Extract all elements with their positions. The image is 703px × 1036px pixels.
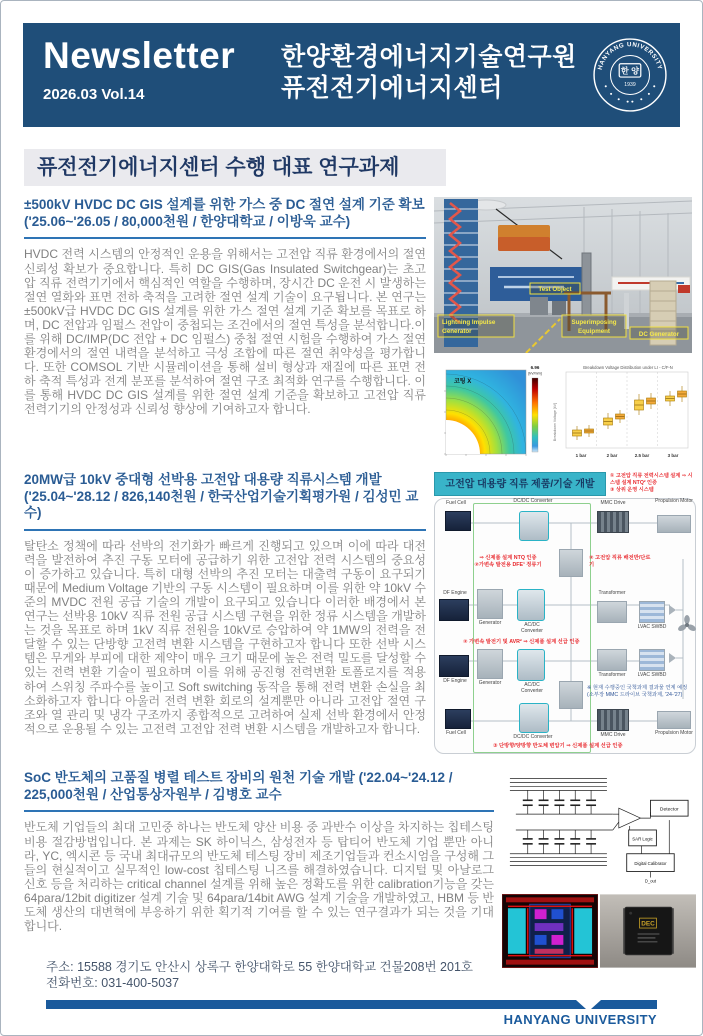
diagram-motor-unit — [657, 515, 691, 533]
diagram-label-mmc: MMC Drive — [600, 732, 626, 738]
svg-text:DC Generator: DC Generator — [638, 331, 680, 338]
diagram-label-motor: Propulsion Motor — [655, 730, 693, 736]
org-line1: 한양환경에너지기술연구원 — [281, 43, 577, 71]
boxplot-group-2: 2 bar — [606, 453, 618, 458]
diagram-motor-unit — [657, 711, 691, 729]
masthead-left — [43, 35, 235, 103]
emblem-year: 1939 — [624, 81, 636, 88]
chip-body — [625, 907, 673, 955]
diagram-title: 고전압 대용량 직류 제품/기술 개발 — [434, 472, 606, 496]
label-dc-generator — [630, 327, 688, 339]
footer-bar-segment-right — [591, 1000, 657, 1009]
project-3-title-line1: SoC 반도체의 고품질 병렬 테스트 장비의 원천 기술 개발 ('22.04~'24.12 / 225,000천원 / 산업통상자원부 / 김병호 교수 — [24, 770, 453, 802]
chip-layout-image — [502, 894, 598, 968]
project-3-figures — [502, 770, 696, 968]
diagram-transformer-unit — [597, 649, 627, 671]
mvdc-system-diagram — [434, 472, 696, 754]
project-2 — [1, 472, 702, 754]
university-emblem-icon — [592, 37, 668, 113]
svg-text:Superimposing: Superimposing — [571, 319, 617, 326]
equipment-box — [552, 301, 566, 315]
university-wordmark: HANYANG UNIVERSITY — [503, 1012, 657, 1027]
diagram-dcdc-unit — [519, 511, 549, 541]
footer-address-line: 주소: 15588 경기도 안산시 상록구 한양대학로 55 한양대학교 건물208번 201호 — [46, 959, 473, 974]
emblem-ring-glyphs — [605, 85, 656, 102]
chip-package-photo — [600, 894, 696, 968]
note-ntq-line1: ⇒ 신제품 설계 NTQ 인증 — [479, 555, 537, 561]
contour-label: 코팅 X — [454, 379, 472, 385]
diagram-acdc-unit — [517, 649, 545, 681]
diagram-top-notes — [610, 473, 696, 493]
diagram-label-fuel-cell: Fuel Cell — [446, 500, 466, 506]
project-1-figures — [434, 197, 692, 462]
project-1-title — [24, 197, 426, 230]
diagram-label-dcdc: DC/DC Converter — [513, 498, 553, 504]
svg-text:Test Object: Test Object — [538, 286, 572, 293]
emblem-hanyang-text: 한 양 — [620, 66, 640, 76]
project-1-charts — [434, 362, 692, 462]
section-header-label: 퓨전전기에너지센터 수행 대표 연구과제 — [37, 156, 400, 179]
project-3-text — [24, 770, 494, 933]
svg-text:Equipment: Equipment — [578, 328, 610, 335]
diagram-note-linked-project — [587, 685, 695, 698]
title-divider — [24, 810, 494, 812]
diagram-transformer-unit — [597, 601, 627, 623]
diagram-lvac-unit — [639, 601, 665, 623]
breakdown-voltage-boxplot — [550, 362, 692, 462]
arrow-triangle-icon — [669, 653, 676, 663]
newsletter-title: Newsletter — [43, 35, 236, 76]
diagram-label-transformer: Transformer — [598, 672, 626, 678]
diagram-switchgear-unit — [559, 681, 583, 709]
diagram-fuel-cell-unit — [445, 511, 471, 531]
org-line2: 퓨전전기에너지센터 — [281, 74, 503, 102]
project-1-text — [24, 197, 426, 416]
schematic-sar-logic-label: SAR Logic — [632, 836, 653, 842]
project-1 — [1, 197, 702, 462]
diagram-dcdc-unit — [519, 703, 549, 733]
boxplot-ylabel: Breakdown Voltage [kV] — [553, 402, 557, 442]
boxplot-group-3: 2.5 bar — [634, 453, 650, 458]
diagram-label-df-engine: DF Engine — [443, 678, 467, 684]
note-linked-line2: (소부장 MMC 드라이브 국책과제, '24-'27) — [587, 691, 683, 698]
project-3-body: 반도체 기업들의 최대 고민중 하나는 반도체 양산 비용 중 과반수 이상을 차지하는 칩테스팅 비용 절감방법입니다. 본 과제는 SK 하이닉스, 삼성전자 등 탑티어 반도체 기업 뿐만 아니라, YC, 엑시콘 등 국내 최대규모의 반도체 테스팅 장비 제조기업들과 컨소시엄을 구성해 그들의 현실적이고 실무적인 low-cost 칩테스팅 니즈를 해결하였습니다. 디지털 및 아날로그 신호 등을 처리하는 critical channel 설계를 위해 높은 정확도를 위한 calibration기능을 갖는 64para/12bit digitizer 설계 기술 및 64para/14bit AWG 설계 기술을 개발하였고, HBM 등 반도체 생산의 대변혁에 부응하기 위한 획기적 기여를 할 수 있는 연구결과가 되는 것을 기대합니다. — [24, 820, 494, 933]
diagram-label-motor: Propulsion Motor — [655, 498, 693, 504]
svg-text:Generator: Generator — [442, 328, 472, 335]
test-column — [582, 253, 591, 315]
chip-marking: DEC — [641, 920, 655, 928]
diagram-note-switchboard: ② 고전압 직류 배전반/단로기 — [589, 555, 651, 568]
diagram-label-acdc: AC/DC Converter — [521, 622, 543, 634]
project-1-body: HVDC 전력 시스템의 안정적인 운용을 위해서는 고전압 직류 환경에서의 절연 신뢰성 확보가 중요합니다. 특히 DC GIS(Gas Insulated Switchgear)는 초고압 직류 전력기기에서 핵심적인 역할을 수행하며, 장시간 DC 운전 시 발생하는 절연 열화와 표면 전하 축적을 고려한 절연 설계 기술이 요구됩니다. 본 연구는 ±500kV급 HVDC DC GIS 설계를 위한 가스 절연 설계 기준 확보를 목표로 하며, DC 전압과 임펄스 전압이 중첩되는 조건에서의 절연 특성을 분석합니다.이를 위해 DC/IMP(DC 전압 + DC 임펄스) 중첩 절연 시험을 수행하여 가스 절연 환경에서의 절연 내력을 분석하고 극성 조합에 따른 절연 취약성을 평가합니다. 또한 COMSOL 기반 시뮬레이션을 통해 설비 형상과 재질에 따른 표면 전하 축적 특성과 전계 분포를 분석하여 절연 구조 최적화 연구를 수행합니다. 이를 통해 HVDC DC GIS 설계를 위한 절연 설계 기준을 확보하고 고전압 직류 전력기기의 안정성과 신뢰성 향상에 기여하고자 합니다. — [24, 247, 426, 416]
schematic-calibrator-label: Digital Calibrator — [634, 861, 667, 867]
project-2-text — [24, 472, 426, 736]
section-header-bar — [24, 149, 446, 186]
colorbar-max: 6.96 — [530, 365, 540, 370]
footer — [1, 959, 702, 1028]
diagram-label-generator: Generator — [478, 680, 502, 686]
project-2-figures — [434, 472, 696, 754]
diagram-label-acdc: AC/DC Converter — [521, 682, 543, 694]
footer-bar-gap — [586, 1000, 591, 1009]
schematic-detector-label: Detector — [659, 807, 679, 813]
project-3-chip-images — [502, 894, 696, 968]
footer-phone-line: 전화번호: 031-400-5037 — [46, 975, 180, 990]
label-superimposing-equipment — [562, 315, 626, 337]
title-divider — [24, 237, 426, 239]
footer-bar-segment-left — [46, 1000, 586, 1009]
project-1-title-line2: ('25.06~'26.05 / 80,000천원 / 한양대학교 / 이방욱 교수) — [24, 213, 351, 229]
hv-test-lab-photo — [434, 197, 692, 353]
newsletter-volume: 2026.03 Vol.14 — [43, 86, 145, 103]
boxplot-group-1: 1 bar — [575, 453, 587, 458]
boxplot-group-4: 3 bar — [667, 453, 679, 458]
diagram-label-lvac: LVAC SWBD — [637, 624, 667, 630]
diagram-generator-unit — [477, 589, 503, 619]
project-2-title-line2: ('25.04~'28.12 / 826,140천원 / 한국산업기술기획평가원 / 김성민 교수) — [24, 488, 419, 521]
footer-divider-bar — [46, 1000, 657, 1009]
diagram-mmc-unit — [597, 709, 629, 731]
diagram-label-dcdc: DC/DC Converter — [513, 734, 553, 740]
svg-text:Lightning Impulse: Lightning Impulse — [442, 319, 496, 326]
boxplot-title: Breakdown Voltage Distribution under LI - C/F-N — [583, 365, 673, 370]
colorbar — [532, 378, 538, 452]
sar-adc-schematic — [502, 770, 696, 886]
project-2-title-line1: 20MW급 10kV 중대형 선박용 고전압 대용량 직류시스템 개발 — [24, 472, 382, 487]
diagram-panel — [434, 498, 696, 754]
diagram-df-engine-unit — [439, 599, 469, 621]
project-3 — [1, 770, 702, 968]
layout-block-right — [574, 908, 592, 954]
diagram-generator-unit — [477, 649, 503, 679]
diagram-label-transformer: Transformer — [598, 590, 626, 596]
layout-block-left — [508, 908, 526, 954]
pin1-dot — [629, 912, 632, 915]
arrow-triangle-icon — [669, 605, 676, 615]
masthead — [23, 23, 680, 127]
diagram-top-note-1: ① 고전압 직류 전력시스템 설계 ⇒ 시스템 설계 NTQ² 인증 — [610, 473, 693, 486]
diagram-switchgear-unit — [559, 549, 583, 577]
diagram-df-engine-unit — [439, 655, 469, 677]
diagram-label-generator: Generator — [478, 620, 502, 626]
project-1-title-line1: ±500kV HVDC DC GIS 설계를 위한 가스 중 DC 절연 설계 기준 확보 — [24, 197, 425, 212]
equipment-box — [530, 297, 548, 315]
diagram-acdc-unit — [517, 589, 545, 621]
footer-contact — [46, 959, 702, 992]
diagram-note-ntq — [461, 555, 555, 568]
diagram-lvac-unit — [639, 649, 665, 671]
emblem-university-name: HANYANG UNIVERSITY — [596, 41, 664, 71]
diagram-label-lvac: LVAC SWBD — [637, 672, 667, 678]
note-linked-line1: ※ 현재 수행중인 국책과제 결과물 연계 예정 — [587, 685, 688, 691]
label-test-object — [530, 283, 580, 294]
project-2-body: 탈탄소 정책에 따라 선박의 전기화가 빠르게 진행되고 있으며 이에 따라 대전력을 발전하여 추진 구동 모터에 공급하기 위한 고전압 전력 시스템의 중요성이 증가하고 있습니다. 특히 대형 선박의 추진 모터는 대출력 구동이 요구되기 때문에 Medium Voltage 기반의 구동 시스템이 필요하며 이를 위한 약 10kV 수준의 MVDC 전원 공급 기술의 개발이 요구되고 있습니다 이러한 배경에서 본 연구는 선박용 10kV 직류 전원 공급 시스템 구현을 위한 정류 시스템을 개발하는 것을 목표로 하며 1kV 직류 전원을 10kV로 승압하여 약 1MW의 전력을 전달할 수 있는 단방향 고전력 변환 시스템을 구현하고자 합니다 또한 선박 시스템은 무게와 부피에 대한 제약이 매우 크기 때문에 높은 전력 밀도를 달성할 수 있는 전력 변환 기술이 필요하며 이를 위해 공진형 전력변환 토폴로지를 적용하여 스위칭 주파수를 높이고 Soft switching 동작을 통해 전력 변환 손실을 최소화하고자 합니다 아울러 전력 변환 회로의 설계뿐만 아니라 고전압 절연 구조와 열 관리 및 냉각 구조까지 종합적으로 고려하여 실제 선박 환경에서 안정적으로 운용될 수 있는 고전력 고전압 전력 변환 시스템을 개발하고자 합니다. — [24, 539, 426, 736]
diagram-note-avr: ② 가변속 발전기 및 AVR² ⇒ 신제품 설계 선급 인증 — [463, 639, 580, 645]
diagram-top-note-2: ③ 상위 운영 시스템 — [610, 486, 654, 493]
schematic-output-label: D_out — [644, 878, 657, 884]
diagram-label-fuel-cell: Fuel Cell — [446, 730, 466, 736]
project-2-title — [24, 472, 426, 522]
project-3-title — [24, 770, 494, 803]
field-simulation-contour-plot — [434, 362, 546, 462]
colorbar-unit: [kV/mm] — [528, 371, 542, 376]
diagram-mmc-unit — [597, 511, 629, 533]
diagram-fuel-cell-unit — [445, 709, 471, 729]
note-ntq-line2: ②가변속 발전용 DFE¹ 정류기 — [474, 561, 542, 568]
label-lightning-impulse-generator — [438, 315, 514, 337]
diagram-label-mmc: MMC Drive — [600, 500, 626, 506]
diagram-note-sst: ③ 단방향/양방향 반도체 변압기 ⇒ 신제품 설계 선급 인증 — [493, 743, 623, 749]
title-divider — [24, 529, 426, 531]
diagram-label-df-engine: DF Engine — [443, 590, 467, 596]
organization-name — [281, 42, 577, 104]
propeller-icon — [677, 615, 697, 635]
